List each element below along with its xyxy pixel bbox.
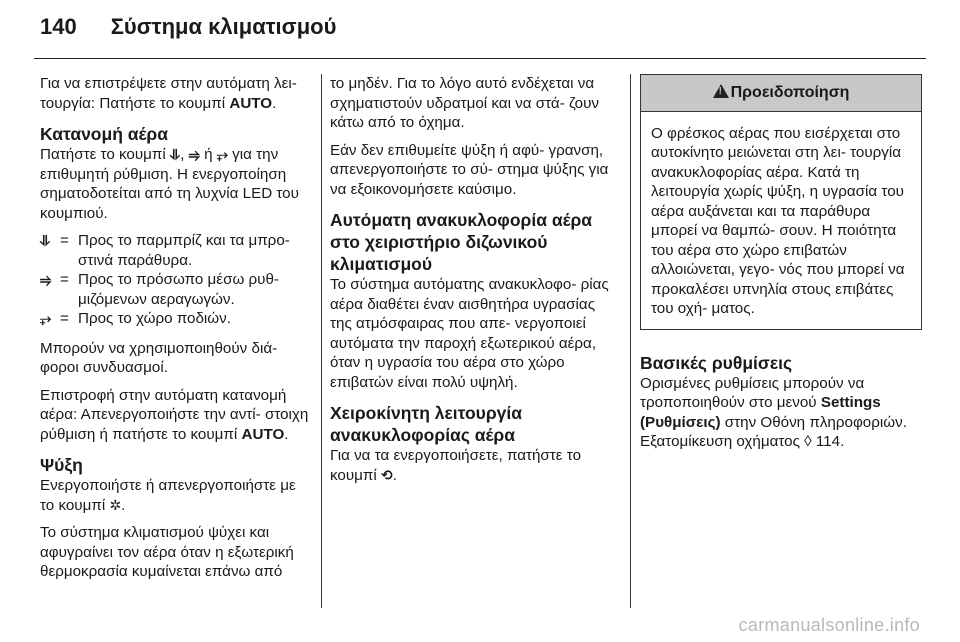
windscreen-airflow-icon: ⥥ [40, 232, 51, 248]
list-item: ⥥ = Προς το παρμπρίζ και τα μπρο- στινά παράθυρα. [40, 232, 290, 269]
page-number: 140 [40, 14, 77, 39]
warning-body: Ο φρέσκος αέρας που εισέρχεται στο αυτοκίνητο μειώνεται στη λει- τουργία ανακυκλοφορίας αέρα. Κατά τη λειτουργία χωρίς ψύξη, η υγρασία του αέρα αυξάνεται και τα παράθυρα μπορεί να θαμπώ- σουν. Η ποιότητα του αέρα στο χώρο επιβατών αλλοιώνεται, γεγο- νός που μπορεί να προκαλέσει υπνηλία στους επιβάτες του οχή- ματος. [651, 124, 905, 317]
distribution-paragraph: Πατήστε το κουμπί ⥥, ⥤ ή ⥅ για την επιθυμητή ρύθμιση. Η ενεργοποίηση σηματοδοτείται από τη λυχνία LED του κουμπιού. [40, 146, 299, 222]
column-divider [630, 74, 631, 608]
cooling-paragraph: Ενεργοποιήστε ή απενεργοποιήστε με το κουμπί ✲. [40, 477, 296, 514]
footwell-airflow-icon: ⥅ [40, 310, 52, 326]
column-1 [40, 74, 312, 590]
column-3 [640, 74, 922, 460]
cooling-description: Το σύστημα κλιματισμού ψύχει και αφυγραίνει τον αέρα όταν η εξωτερική θερμοκρασία κυμαίνεται επάνω από [40, 524, 294, 580]
page-reference-arrow-icon: ◊ [804, 433, 812, 450]
intro-paragraph: Για να επιστρέψετε στην αυτόματη λει- τουργία: Πατήστε το κουμπί AUTO. [40, 75, 297, 112]
no-cooling-paragraph: Εάν δεν επιθυμείτε ψύξη ή αφύ- γρανση, απενεργοποιήστε το σύ- στημα ψύξης για να εξοικονομήσετε καύσιμο. [330, 141, 609, 198]
basic-settings-paragraph: Ορισμένες ρυθμίσεις μπορούν να τροποποιηθούν στο μενού Settings (Ρυθμίσεις) στην Οθόνη πληροφοριών. Εξατομίκευση οχήματος ◊ 114. [640, 374, 907, 450]
warning-triangle-icon [713, 84, 729, 98]
warning-box [640, 74, 922, 330]
combinations-paragraph: Μπορούν να χρησιμοποιηθούν διά- φοροι συνδυασμοί. [40, 339, 278, 376]
continuation-paragraph: το μηδέν. Για το λόγο αυτό ενδέχεται να σχηματιστούν υδρατμοί και να στά- ζουν κάτω από το όχημα. [330, 75, 600, 131]
return-auto-paragraph: Επιστροφή στην αυτόματη κατανομή αέρα: Απενεργοποιήστε την αντί- στοιχη ρύθμιση ή πατήστε το κουμπί AUTO. [40, 386, 309, 443]
column-2 [330, 74, 612, 493]
heading-auto-recirculation: Αυτόματη ανακυκλοφορία αέρα στο χειριστήριο διζωνικού κλιματισμού [330, 210, 593, 274]
footwell-airflow-icon: ⥅ [216, 146, 228, 162]
page-title: Σύστημα κλιματισμού [110, 14, 337, 39]
heading-cooling: Ψύξη [40, 455, 83, 475]
heading-basic-settings: Βασικές ρυθμίσεις [640, 352, 793, 373]
auto-recirculation-paragraph: Το σύστημα αυτόματης ανακυκλοφο- ρίας αέρα διαθέτει έναν αισθητήρα υγρασίας της ατμόσφαιρας που απε- νεργοποιεί αυτόματα την παροχή εξωτερικού αέρα, όταν η υγρασία του αέρα στο χώρο επιβατών είναι πολύ υψηλή. [330, 276, 609, 391]
windscreen-airflow-icon: ⥥ [170, 146, 181, 162]
watermark: carmanualsonline.info [738, 615, 920, 635]
face-airflow-icon: ⥤ [40, 271, 52, 287]
header-rule [34, 58, 926, 59]
column-divider [321, 74, 322, 608]
snowflake-icon: ✲ [109, 496, 122, 513]
manual-recirculation-paragraph: Για να τα ενεργοποιήσετε, πατήστε το κουμπί ⟲. [330, 447, 582, 484]
list-item: ⥤ = Προς το πρόσωπο μέσω ρυθ- μιζόμενων αεραγωγών. [40, 271, 279, 308]
warning-header: !Προειδοποίηση [641, 75, 921, 112]
recirculation-icon: ⟲ [380, 466, 393, 483]
page-header [40, 14, 336, 40]
list-item: ⥅ = Προς το χώρο ποδιών. [40, 310, 231, 327]
airflow-definition-list [40, 231, 312, 329]
heading-manual-recirculation: Χειροκίνητη λειτουργία ανακυκλοφορίας αέρα [330, 403, 523, 445]
face-airflow-icon: ⥤ [188, 146, 200, 162]
heading-air-distribution: Κατανομή αέρα [40, 124, 168, 144]
